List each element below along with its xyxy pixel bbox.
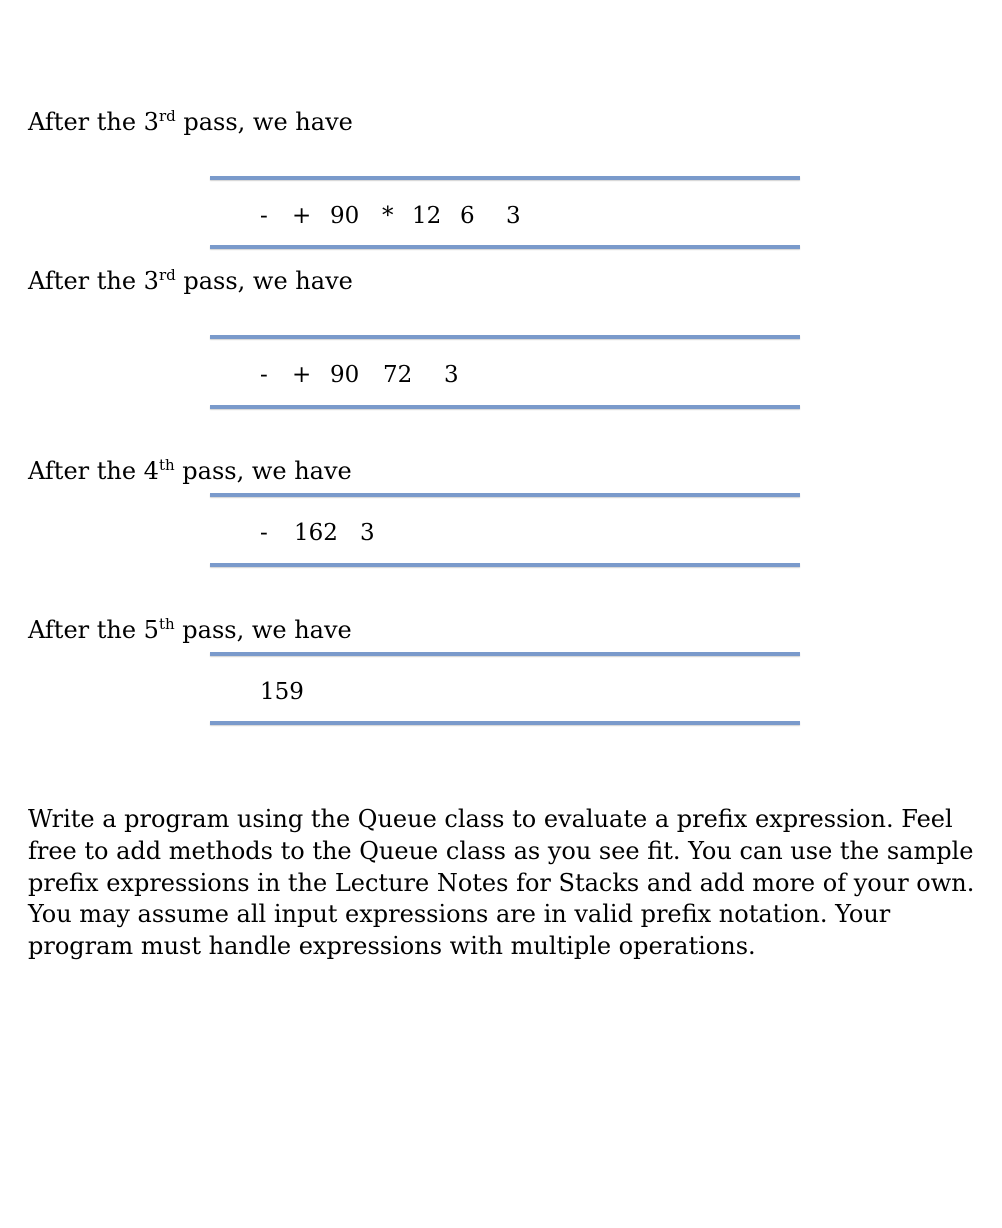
pass-4-heading-suffix: pass, we have — [174, 616, 352, 644]
pass-2-queue-top-line — [210, 335, 800, 339]
pass-4-heading-ordinal: th — [158, 615, 175, 633]
queue-item: - — [260, 520, 268, 546]
pass-3-heading-prefix: After the 4 — [28, 457, 159, 485]
pass-2-queue-items — [260, 360, 459, 390]
queue-item: + — [292, 203, 312, 229]
pass-1-queue-bottom-line — [210, 245, 800, 249]
queue-item: 72 — [383, 362, 413, 388]
pass-4-queue-items — [260, 677, 304, 707]
pass-1-heading-prefix: After the 3 — [28, 108, 159, 136]
pass-2-heading-ordinal: rd — [158, 266, 176, 284]
pass-3-queue-top-line — [210, 493, 800, 497]
assignment-paragraph: Write a program using the Queue class to evaluate a prefix expression. Feel free to add methods to the Queue class as you see fit. You can use the sample prefix expressions in the Lecture Notes for Stacks and add more of your own. You may assume all input expressions are in valid prefix notation. Your program must handle expressions with multiple operations. — [28, 805, 975, 961]
queue-item: * — [382, 203, 394, 229]
queue-item: 3 — [360, 520, 375, 546]
queue-item: 3 — [444, 362, 459, 388]
pass-3-queue-items — [260, 518, 375, 548]
pass-2-heading — [28, 266, 353, 296]
queue-item: 159 — [260, 679, 304, 705]
queue-item: + — [292, 362, 312, 388]
queue-item: 90 — [330, 203, 360, 229]
pass-3-heading-suffix: pass, we have — [174, 457, 352, 485]
pass-2-queue-bottom-line — [210, 405, 800, 409]
pass-4-queue-top-line — [210, 652, 800, 656]
pass-3-heading-ordinal: th — [158, 456, 175, 474]
pass-4-heading-prefix: After the 5 — [28, 616, 159, 644]
pass-3-queue-bottom-line — [210, 563, 800, 567]
queue-item: - — [260, 362, 268, 388]
pass-4-heading — [28, 615, 352, 645]
queue-item: 162 — [294, 520, 338, 546]
pass-4-queue-bottom-line — [210, 721, 800, 725]
queue-item: 3 — [506, 203, 521, 229]
queue-item: 90 — [330, 362, 360, 388]
queue-item: - — [260, 203, 268, 229]
queue-item: 6 — [460, 203, 475, 229]
pass-1-queue-items — [260, 201, 521, 231]
pass-1-heading-ordinal: rd — [158, 107, 176, 125]
queue-item: 12 — [412, 203, 442, 229]
pass-2-heading-suffix: pass, we have — [175, 267, 353, 295]
pass-1-heading-suffix: pass, we have — [175, 108, 353, 136]
pass-1-queue-top-line — [210, 176, 800, 180]
pass-1-heading — [28, 107, 353, 137]
pass-3-heading — [28, 456, 352, 486]
pass-2-heading-prefix: After the 3 — [28, 267, 159, 295]
